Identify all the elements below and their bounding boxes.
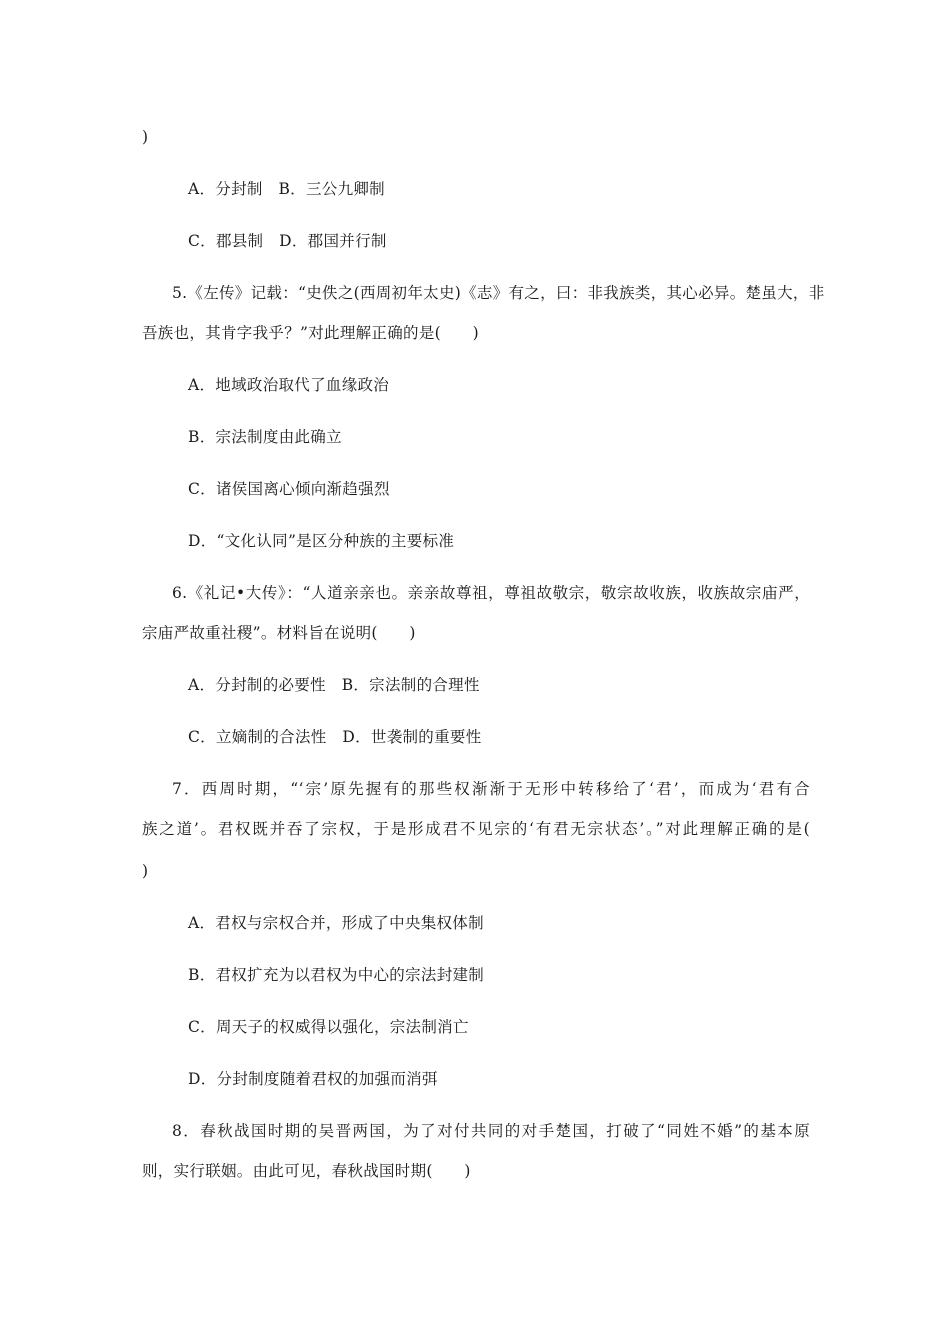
q5-option-d: D．“文化认同”是区分种族的主要标准 [188,532,455,550]
q8-stem-line2: 则，实行联姻。由此可见，春秋战国时期( ) [142,1162,471,1180]
q5-stem-line1: 5.《左传》记载：“史佚之(西周初年太史)《志》有之，曰：非我族类，其心必异。楚虽大，非 [172,284,825,302]
q7-stem-line3: ) [142,862,149,880]
q4-option-cd: C．郡县制 D．郡国并行制 [188,232,387,250]
q7-option-c: C．周天子的权威得以强化，宗法制消亡 [188,1018,469,1036]
q6-option-cd: C．立嫡制的合法性 D．世袭制的重要性 [188,728,482,746]
q7-stem-line2: 族之道’。君权既并吞了宗权，于是形成君不见宗的‘有君无宗状态’。”对此理解正确的是( [142,820,810,838]
q7-stem-line1: 7．西周时期，“‘宗’原先握有的那些权渐渐于无形中转移给了‘君’，而成为‘君有合 [172,780,810,798]
q6-stem-line1: 6.《礼记•大传》：“人道亲亲也。亲亲故尊祖，尊祖故敬宗，敬宗故收族，收族故宗庙严， [172,584,810,602]
q6-stem-line2: 宗庙严故重社稷”。材料旨在说明( ) [142,624,416,642]
q8-stem-line1: 8．春秋战国时期的吴晋两国，为了对付共同的对手楚国，打破了“同姓不婚”的基本原 [172,1122,810,1140]
q7-option-b: B．君权扩充为以君权为中心的宗法封建制 [188,966,485,984]
q6-option-ab: A．分封制的必要性 B．宗法制的合理性 [188,676,480,694]
q5-option-a: A．地域政治取代了血缘政治 [188,376,390,394]
q7-option-d: D．分封制度随着君权的加强而消弭 [188,1070,438,1088]
q5-option-c: C．诸侯国离心倾向渐趋强烈 [188,480,390,498]
q4-option-ab: A．分封制 B．三公九卿制 [188,180,385,198]
q5-stem-line2: 吾族也，其肯字我乎？”对此理解正确的是( ) [142,324,479,342]
q4-continuation: ) [142,128,149,146]
q5-option-b: B．宗法制度由此确立 [188,428,342,446]
q7-option-a: A．君权与宗权合并，形成了中央集权体制 [188,914,484,932]
